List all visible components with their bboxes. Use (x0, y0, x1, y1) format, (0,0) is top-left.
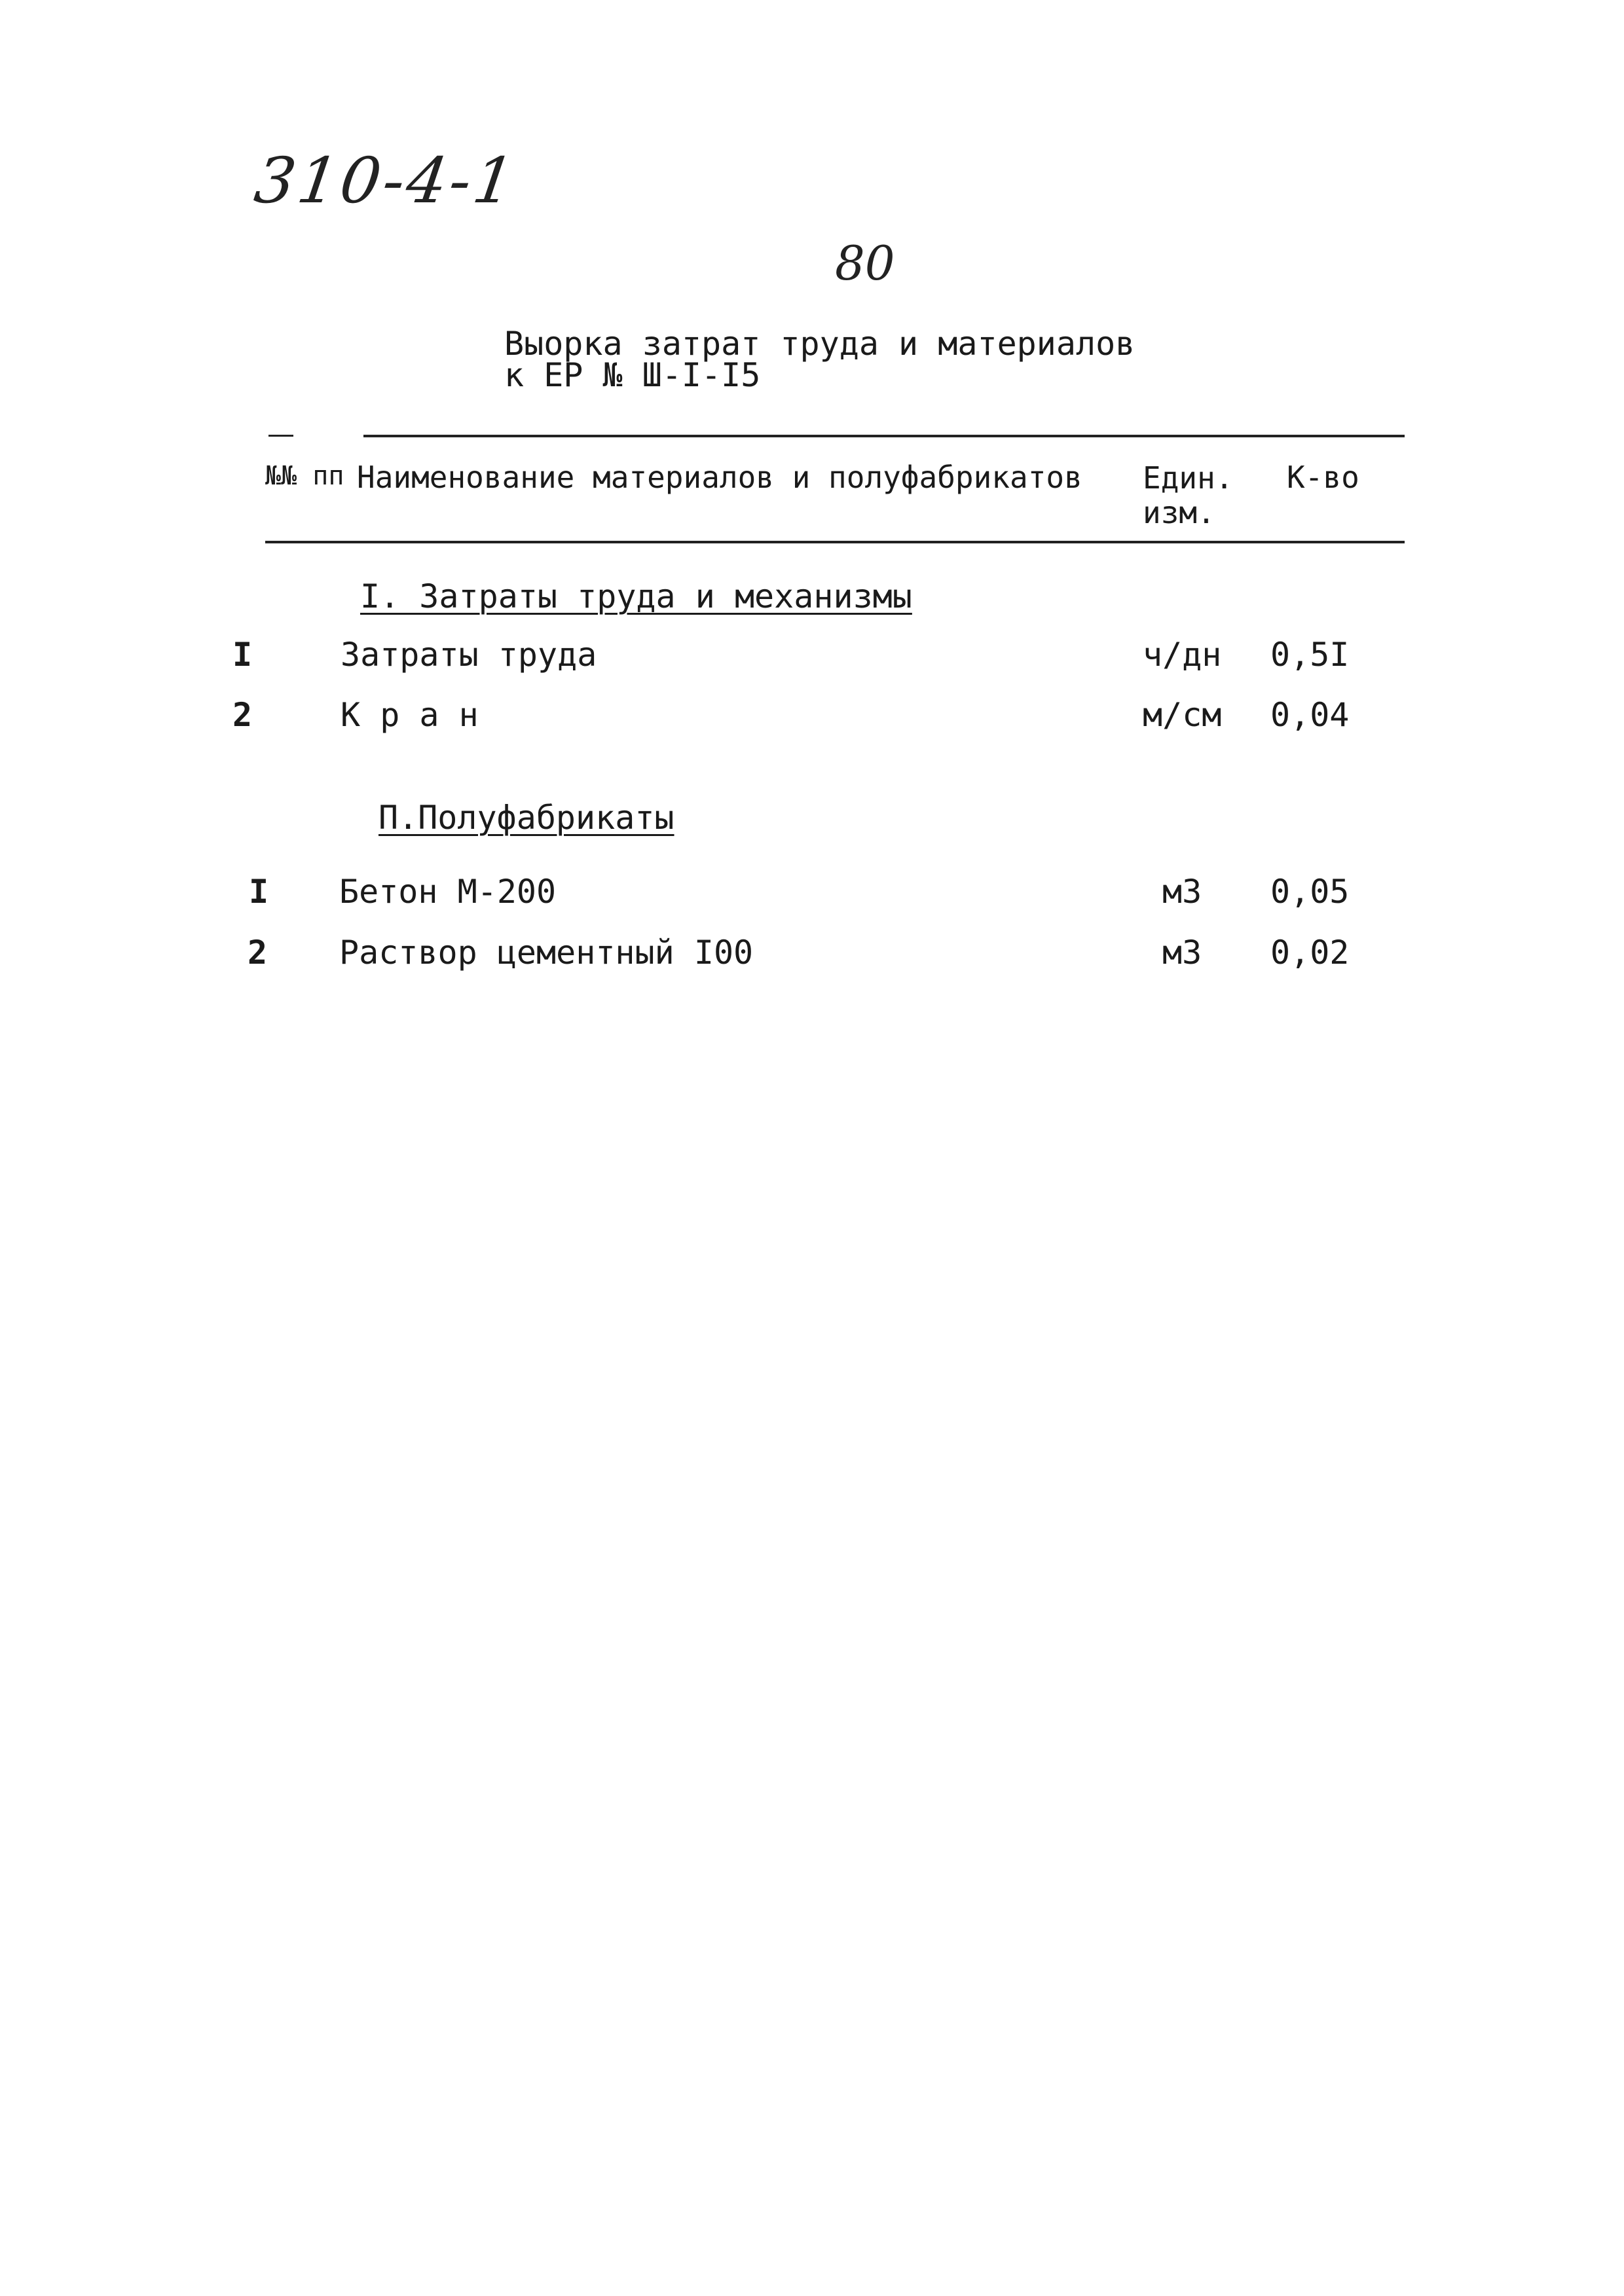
row-unit: ч/дн (1143, 636, 1222, 674)
table-header-rule (265, 541, 1405, 543)
row-number: 2 (232, 696, 253, 734)
document-title: Выорка затрат труда и материалов (504, 325, 1135, 363)
table-top-rule-stub (268, 435, 293, 437)
row-number: 2 (248, 934, 268, 972)
column-header-name: Наименование материалов и полуфабрикатов (357, 460, 1082, 495)
row-unit: м3 (1162, 873, 1202, 911)
row-number: I (249, 873, 269, 911)
row-unit: м/см (1143, 696, 1222, 734)
row-name: Раствор цементный I00 (339, 934, 754, 972)
document-code: 310-4-1 (250, 144, 522, 217)
column-header-number: №№ пп (265, 461, 344, 491)
row-quantity: 0,05 (1270, 873, 1350, 911)
row-name: Затраты труда (341, 636, 597, 674)
row-name: К р а н (341, 696, 479, 734)
document-subtitle: к ЕР № Ш-I-I5 (504, 356, 761, 394)
row-quantity: 0,02 (1270, 934, 1350, 972)
page-number: 80 (835, 236, 895, 291)
row-unit: м3 (1162, 934, 1202, 972)
row-name: Бетон М-200 (339, 873, 557, 911)
table-top-rule (363, 435, 1405, 437)
section-title-labor: I. Затраты труда и механизмы (360, 577, 912, 615)
row-quantity: 0,5I (1270, 636, 1350, 674)
section-title-semifinished: П.Полуфабрикаты (378, 799, 674, 837)
column-header-quantity: К-во (1287, 460, 1359, 495)
column-header-unit: Един. изм. (1143, 460, 1234, 530)
row-number: I (232, 636, 253, 674)
row-quantity: 0,04 (1270, 696, 1350, 734)
